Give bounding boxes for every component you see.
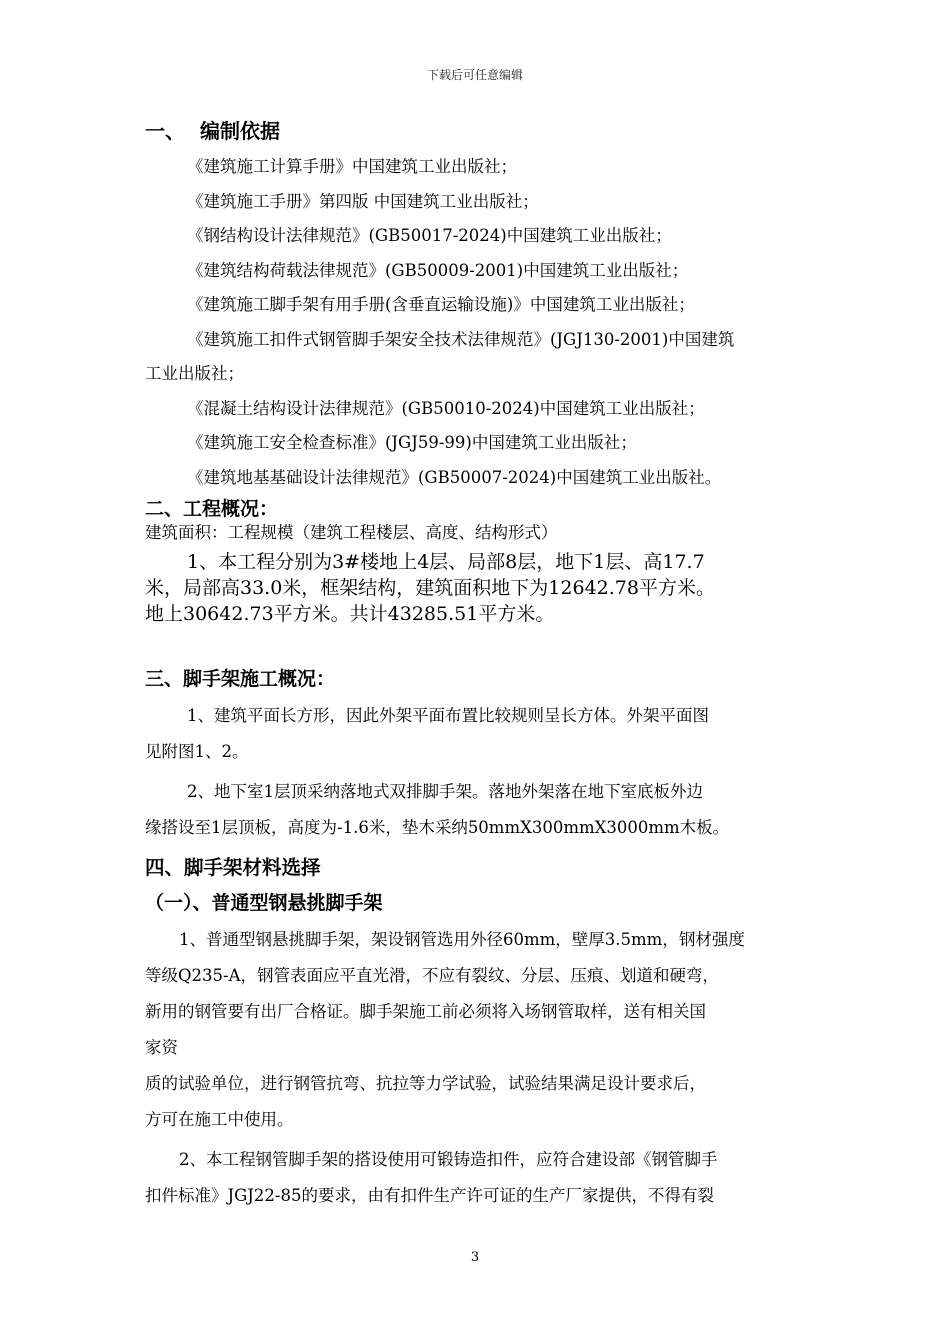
- section-4-paragraph-2: [145, 1142, 825, 1214]
- reference-item: 《建筑地基基础设计法律规范》(GB50007-2024)中国建筑工业出版社。: [187, 467, 722, 487]
- section-2-heading: 二、工程概况：: [145, 498, 279, 520]
- page-number: 3: [470, 1250, 480, 1265]
- reference-item: 《建筑施工计算手册》中国建筑工业出版社；: [187, 157, 517, 176]
- section-2-paragraph: [145, 549, 825, 627]
- section-4-paragraph-1: [145, 922, 825, 1138]
- paragraph-line: 米，局部高33.0米，框架结构，建筑面积地下为12642.78平方米。: [145, 577, 715, 599]
- paragraph-line: 家资: [145, 1037, 178, 1057]
- page-header: 下载后可任意编辑: [426, 68, 523, 82]
- reference-item: 《建筑施工安全检查标准》(JGJ59-99)中国建筑工业出版社；: [187, 433, 637, 452]
- section-3-paragraph-1: [145, 698, 825, 770]
- paragraph-line: 缘搭设至1层顶板，高度为-1.6米，垫木采纳50mmX300mmX3000mm木板。: [145, 817, 730, 837]
- paragraph-line: 见附图1、2。: [145, 741, 249, 761]
- reference-list: [145, 150, 825, 495]
- reference-item: 《建筑施工脚手架有用手册(含垂直运输设施)》中国建筑工业出版社；: [187, 295, 695, 314]
- section-1-title: 编制依据: [200, 119, 280, 143]
- section-4-subheading: （一）、普通型钢悬挑脚手架: [145, 891, 383, 914]
- reference-item: 《建筑施工手册》第四版 中国建筑工业出版社；: [187, 191, 539, 211]
- paragraph-line: 扣件标准》JGJ22-85的要求，由有扣件生产许可证的生产厂家提供，不得有裂: [145, 1185, 714, 1205]
- paragraph-line: 地上30642.73平方米。共计43285.51平方米。: [145, 603, 555, 625]
- reference-item: 《建筑结构荷载法律规范》(GB50009-2001)中国建筑工业出版社；: [187, 260, 689, 280]
- reference-item-continued: 工业出版社；: [145, 364, 244, 383]
- section-3-heading: 三、脚手架施工概况：: [145, 668, 336, 690]
- paragraph-line: 1、建筑平面长方形，因此外架平面布置比较规则呈长方体。外架平面图: [187, 705, 709, 725]
- section-1-number: 一、: [145, 119, 185, 143]
- paragraph-line: 新用的钢管要有出厂合格证。脚手架施工前必须将入场钢管取样，送有相关国: [145, 1001, 706, 1021]
- section-3-paragraph-2: [145, 774, 825, 846]
- section-2-subtitle: 建筑面积：工程规模（建筑工程楼层、高度、结构形式）: [145, 523, 558, 542]
- reference-item: 《钢结构设计法律规范》(GB50017-2024)中国建筑工业出版社；: [187, 226, 672, 245]
- reference-item: 《建筑施工扣件式钢管脚手架安全技术法律规范》(JGJ130-2001)中国建筑: [187, 329, 735, 349]
- paragraph-line: 质的试验单位，进行钢管抗弯、抗拉等力学试验，试验结果满足设计要求后，: [145, 1073, 706, 1093]
- paragraph-line: 2、本工程钢管脚手架的搭设使用可锻铸造扣件，应符合建设部《钢管脚手: [179, 1149, 718, 1169]
- paragraph-line: 2、地下室1层顶采纳落地式双排脚手架。落地外架落在地下室底板外边: [187, 781, 703, 801]
- paragraph-line: 1、本工程分别为3#楼地上4层、局部8层，地下1层、高17.7: [187, 551, 705, 573]
- reference-item: 《混凝土结构设计法律规范》(GB50010-2024)中国建筑工业出版社；: [187, 398, 705, 418]
- section-4-heading: 四、脚手架材料选择: [145, 855, 321, 879]
- paragraph-line: 方可在施工中使用。: [145, 1109, 294, 1129]
- document-body: [145, 118, 825, 1214]
- paragraph-line: 1、普通型钢悬挑脚手架，架设钢管选用外径60mm，壁厚3.5mm，钢材强度: [179, 929, 745, 949]
- paragraph-line: 等级Q235-A，钢管表面应平直光滑，不应有裂纹、分层、压痕、划道和硬弯，: [145, 965, 720, 985]
- section-1-heading: [145, 118, 825, 144]
